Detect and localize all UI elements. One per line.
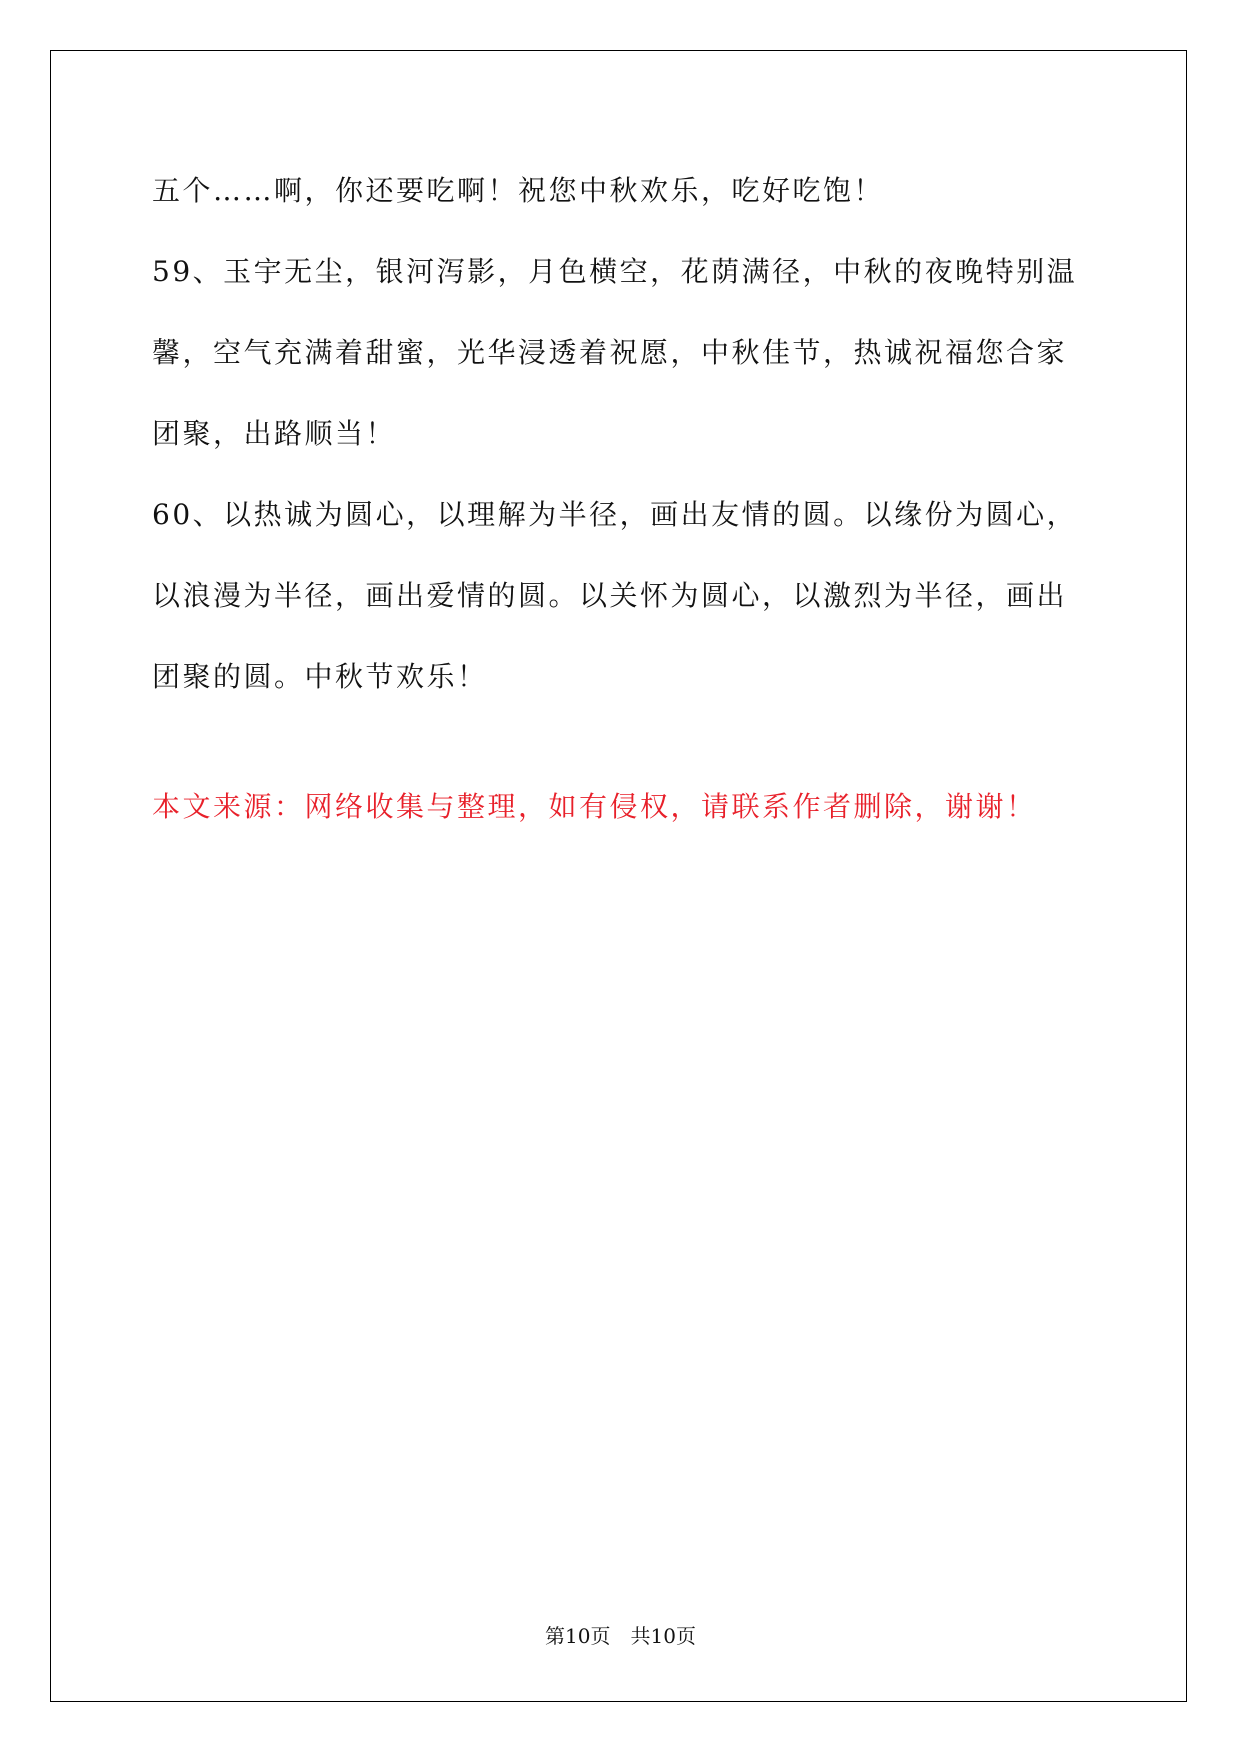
body-line-6: 以浪漫为半径，画出爱情的圆。以关怀为圆心，以激烈为半径，画出 — [152, 579, 1068, 612]
page-footer: 第10页 共10页 — [545, 1624, 696, 1648]
body-line-7: 团聚的圆。中秋节欢乐！ — [152, 660, 488, 693]
document-body — [152, 150, 1092, 717]
body-line-3: 馨，空气充满着甜蜜，光华浸透着祝愿，中秋佳节，热诚祝福您合家 — [152, 336, 1068, 369]
body-line-5: 60、以热诚为圆心，以理解为半径，画出友情的圆。以缘份为圆心， — [152, 498, 1078, 531]
source-note: 本文来源：网络收集与整理，如有侵权，请联系作者删除，谢谢！ — [152, 790, 1037, 823]
body-line-2: 59、玉宇无尘，银河泻影，月色横空，花荫满径，中秋的夜晚特别温 — [152, 255, 1078, 288]
body-line-4: 团聚，出路顺当！ — [152, 417, 397, 450]
body-line-1: 五个……啊，你还要吃啊！祝您中秋欢乐，吃好吃饱！ — [152, 174, 885, 207]
